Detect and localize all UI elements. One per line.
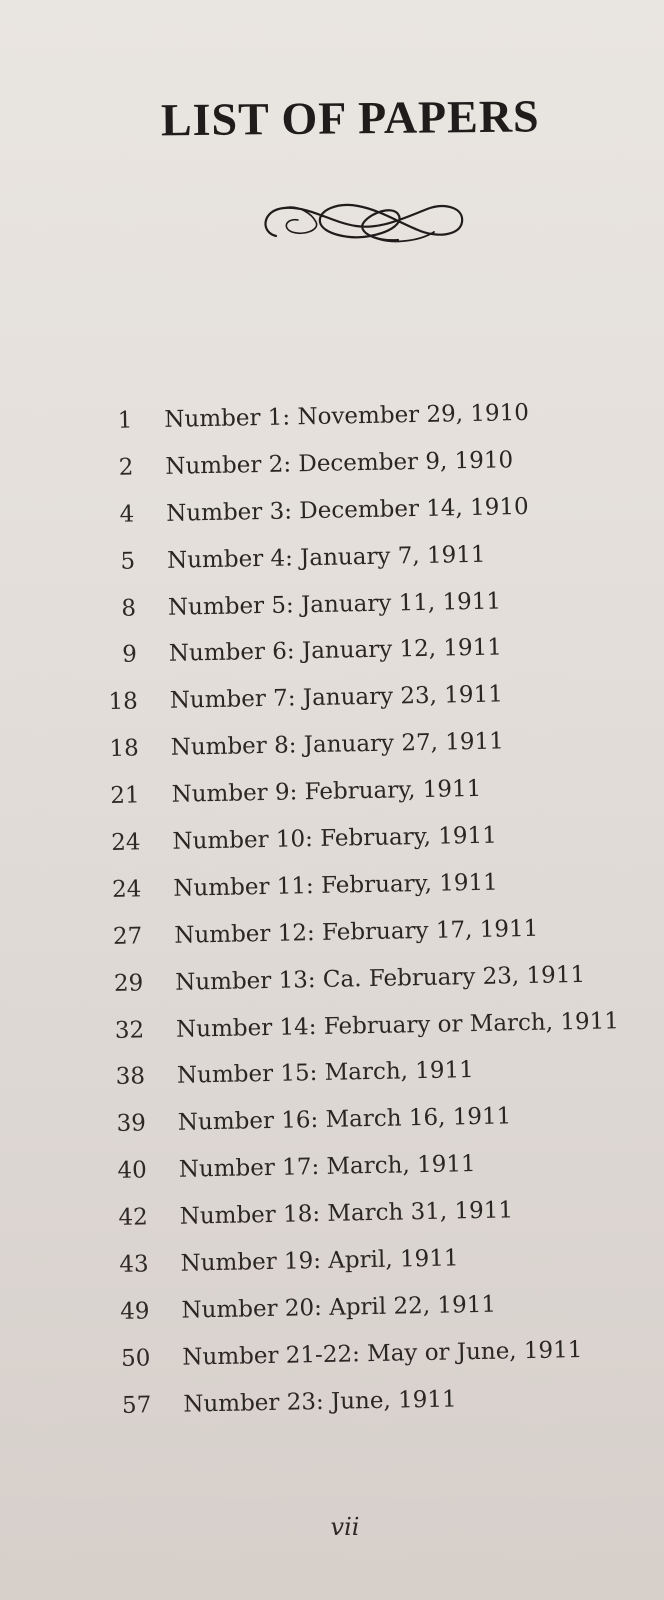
page-number: 42 xyxy=(118,1204,148,1232)
page-number: 1 xyxy=(117,407,133,434)
paper-title: Number 3: December 14, 1910 xyxy=(165,493,529,527)
page-number: 18 xyxy=(108,688,139,716)
page-number: 8 xyxy=(121,594,137,622)
paper-title: Number 2: December 9, 1910 xyxy=(165,447,514,480)
paper-title: Number 4: January 7, 1911 xyxy=(166,541,486,574)
page-number: 24 xyxy=(110,829,141,856)
paper-title: Number 19: April, 1911 xyxy=(180,1245,459,1277)
paper-title: Number 10: February, 1911 xyxy=(172,822,498,855)
paper-title: Number 11: February, 1911 xyxy=(173,869,498,902)
paper-title: Number 12: February 17, 1911 xyxy=(174,915,539,949)
page-number: 43 xyxy=(119,1251,149,1278)
page-number: 2 xyxy=(118,454,134,481)
paper-title: Number 21-22: May or June, 1911 xyxy=(182,1336,583,1371)
paper-title: Number 17: March, 1911 xyxy=(178,1151,476,1183)
page-number: 50 xyxy=(120,1345,151,1372)
page-number: 27 xyxy=(112,923,143,950)
paper-title: Number 16: March 16, 1911 xyxy=(177,1103,512,1137)
page-number: 38 xyxy=(115,1063,146,1091)
page-number: 9 xyxy=(122,641,138,669)
contents-list xyxy=(0,387,664,1431)
page-number: 39 xyxy=(116,1110,147,1138)
flourish-ornament-icon xyxy=(258,192,468,252)
page-number: 5 xyxy=(120,548,136,575)
paper-title: Number 14: February or March, 1911 xyxy=(175,1007,620,1043)
paper-title: Number 23: June, 1911 xyxy=(183,1386,457,1418)
paper-title: Number 15: March, 1911 xyxy=(176,1057,475,1090)
paper-title: Number 9: February, 1911 xyxy=(171,775,482,808)
paper-title: Number 18: March 31, 1911 xyxy=(179,1197,514,1230)
page-number: 24 xyxy=(111,876,142,903)
page-number: 40 xyxy=(117,1157,148,1185)
paper-title: Number 6: January 12, 1911 xyxy=(168,634,503,668)
page-number: 29 xyxy=(113,970,144,997)
page-number: 32 xyxy=(114,1016,145,1044)
paper-title: Number 13: Ca. February 23, 1911 xyxy=(174,961,586,996)
page-number: 57 xyxy=(121,1391,152,1419)
paper-title: Number 5: January 11, 1911 xyxy=(167,587,502,621)
page-folio: vii xyxy=(330,1513,360,1541)
page-number: 49 xyxy=(119,1298,150,1325)
page-number: 18 xyxy=(109,735,139,763)
page-number: 21 xyxy=(110,782,140,810)
paper-title: Number 8: January 27, 1911 xyxy=(170,728,504,762)
paper-title: Number 7: January 23, 1911 xyxy=(169,681,504,715)
page-title: LIST OF PAPERS xyxy=(160,90,540,146)
paper-title: Number 1: November 29, 1910 xyxy=(164,399,530,433)
page-number: 4 xyxy=(119,501,135,528)
paper-title: Number 20: April 22, 1911 xyxy=(181,1291,497,1324)
